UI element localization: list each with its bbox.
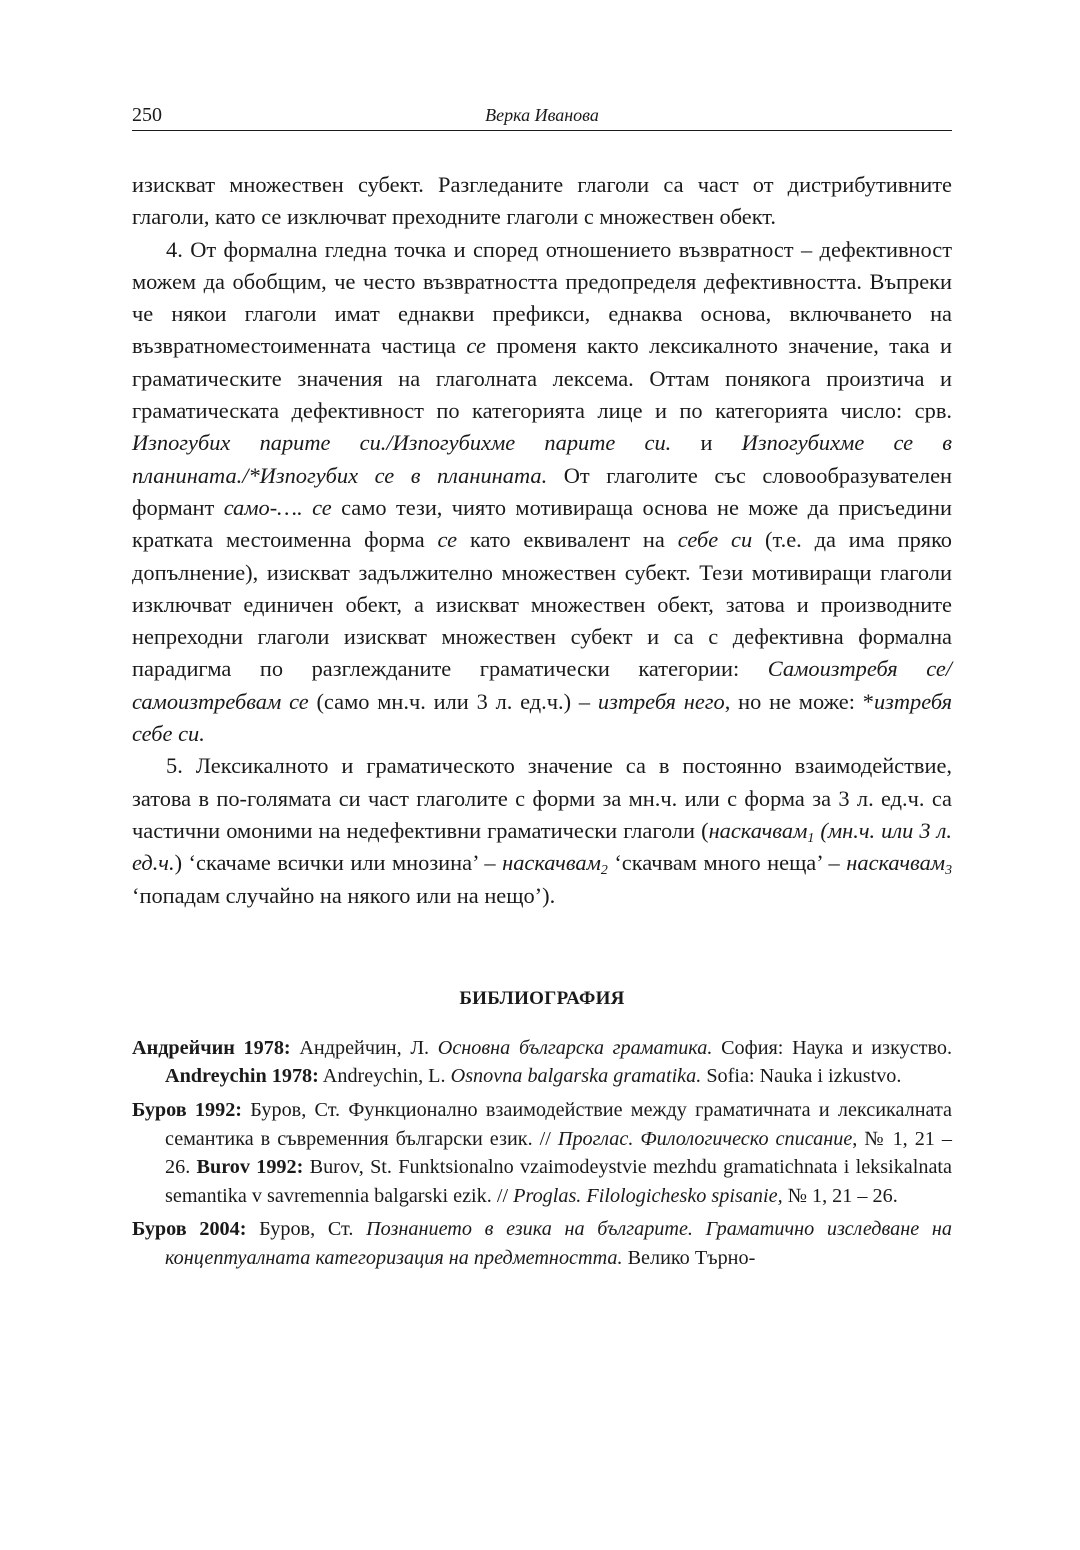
- page-number: 250: [132, 104, 162, 126]
- running-head-author: Верка Иванова: [485, 105, 599, 125]
- page-header: [132, 100, 952, 131]
- main-text: [132, 169, 952, 912]
- bib-entry-burov-2004: Буров 2004: Буров, Ст. Познанието в езика на българите. Граматично изследване на концептуалната категоризация на предметността. Велико Търно-: [132, 1218, 953, 1269]
- paragraph-5: 5. Лексикалното и граматическото значение са в постоянно взаимодействие, затова в по-голямата си част глаголите с форми за мн.ч. или с форма за 3 л. ед.ч. са частични омоними на недефективни граматически глаголи (наскачвам$_1$ (мн.ч. или 3 л. ед.ч.) ‘скачаме всички или мнозина’ – наскачвам$_2$ ‘скачвам много неща’ – наскачвам$_3$ ‘попадам случайно на някого или на нещо’).: [132, 753, 953, 908]
- paragraph-continued: изискват множествен субект. Разгледаните глаголи са част от дистрибутивните глаголи, като се изключват преходните глаголи с множествен обект.: [132, 172, 952, 230]
- bibliography-list: [132, 1034, 952, 1273]
- bibliography-heading: БИБЛИОГРАФИЯ: [459, 987, 625, 1009]
- bib-entry-andreychin-1978: Андрейчин 1978: Андрейчин, Л. Основна българска граматика. София: Наука и изкуство. Andreychin 1978: Andreychin, L. Osnovna balgarska gramatika. Sofia: Nauka i izkustvo.: [132, 1036, 953, 1088]
- paragraph-4: 4. От формална гледна точка и според отношението възвратност – дефективност можем да обобщим, че често възвратността предопределя дефективността. Въпреки че някои глаголи имат еднакви префикси, еднаква основа, включването на възвратноместоименната частица се променя както лексикалното значение, така и граматическите значения на глаголната лексема. Оттам понякога произтича и граматическата дефективност по категорията лице и по категорията число: срв. Изпогубих парите си./Изпогубихме парите си. и Изпогубихме се в планината./*Изпогубих се в планината. От глаголите със словообразувателен формант само-…. се само тези, чиято мотивираща основа не може да присъедини кратката местоименна форма се като еквивалент на себе си (т.е. да има пряко допълнение), изискват задължително множествен субект. Тези мотивиращи глаголи изключват единичен обект, а изискват множествен обект, затова и производните непреходни глаголи изискват множествен субект и са с дефективна формална парадигма по разглежданите граматически категории: Самоизтребя се/самоизтребвам се (само мн.ч. или 3 л. ед.ч.) – изтребя него, но не може: *изтребя себе си.: [132, 236, 953, 747]
- bib-entry-burov-1992: Буров 1992: Буров, Ст. Функционално взаимодействие между граматичната и лексикалната семантика в съвременния български език. // Проглас. Филологическо списание, № 1, 21 – 26. Burov 1992: Burov, St. Funktsionalno vzaimodeystvie mezhdu gramatichnata i leksikalnata semantika v savremennia balgarski ezik. // Proglas. Filologichesko spisanie, № 1, 21 – 26.: [132, 1099, 952, 1207]
- page: [132, 100, 952, 1278]
